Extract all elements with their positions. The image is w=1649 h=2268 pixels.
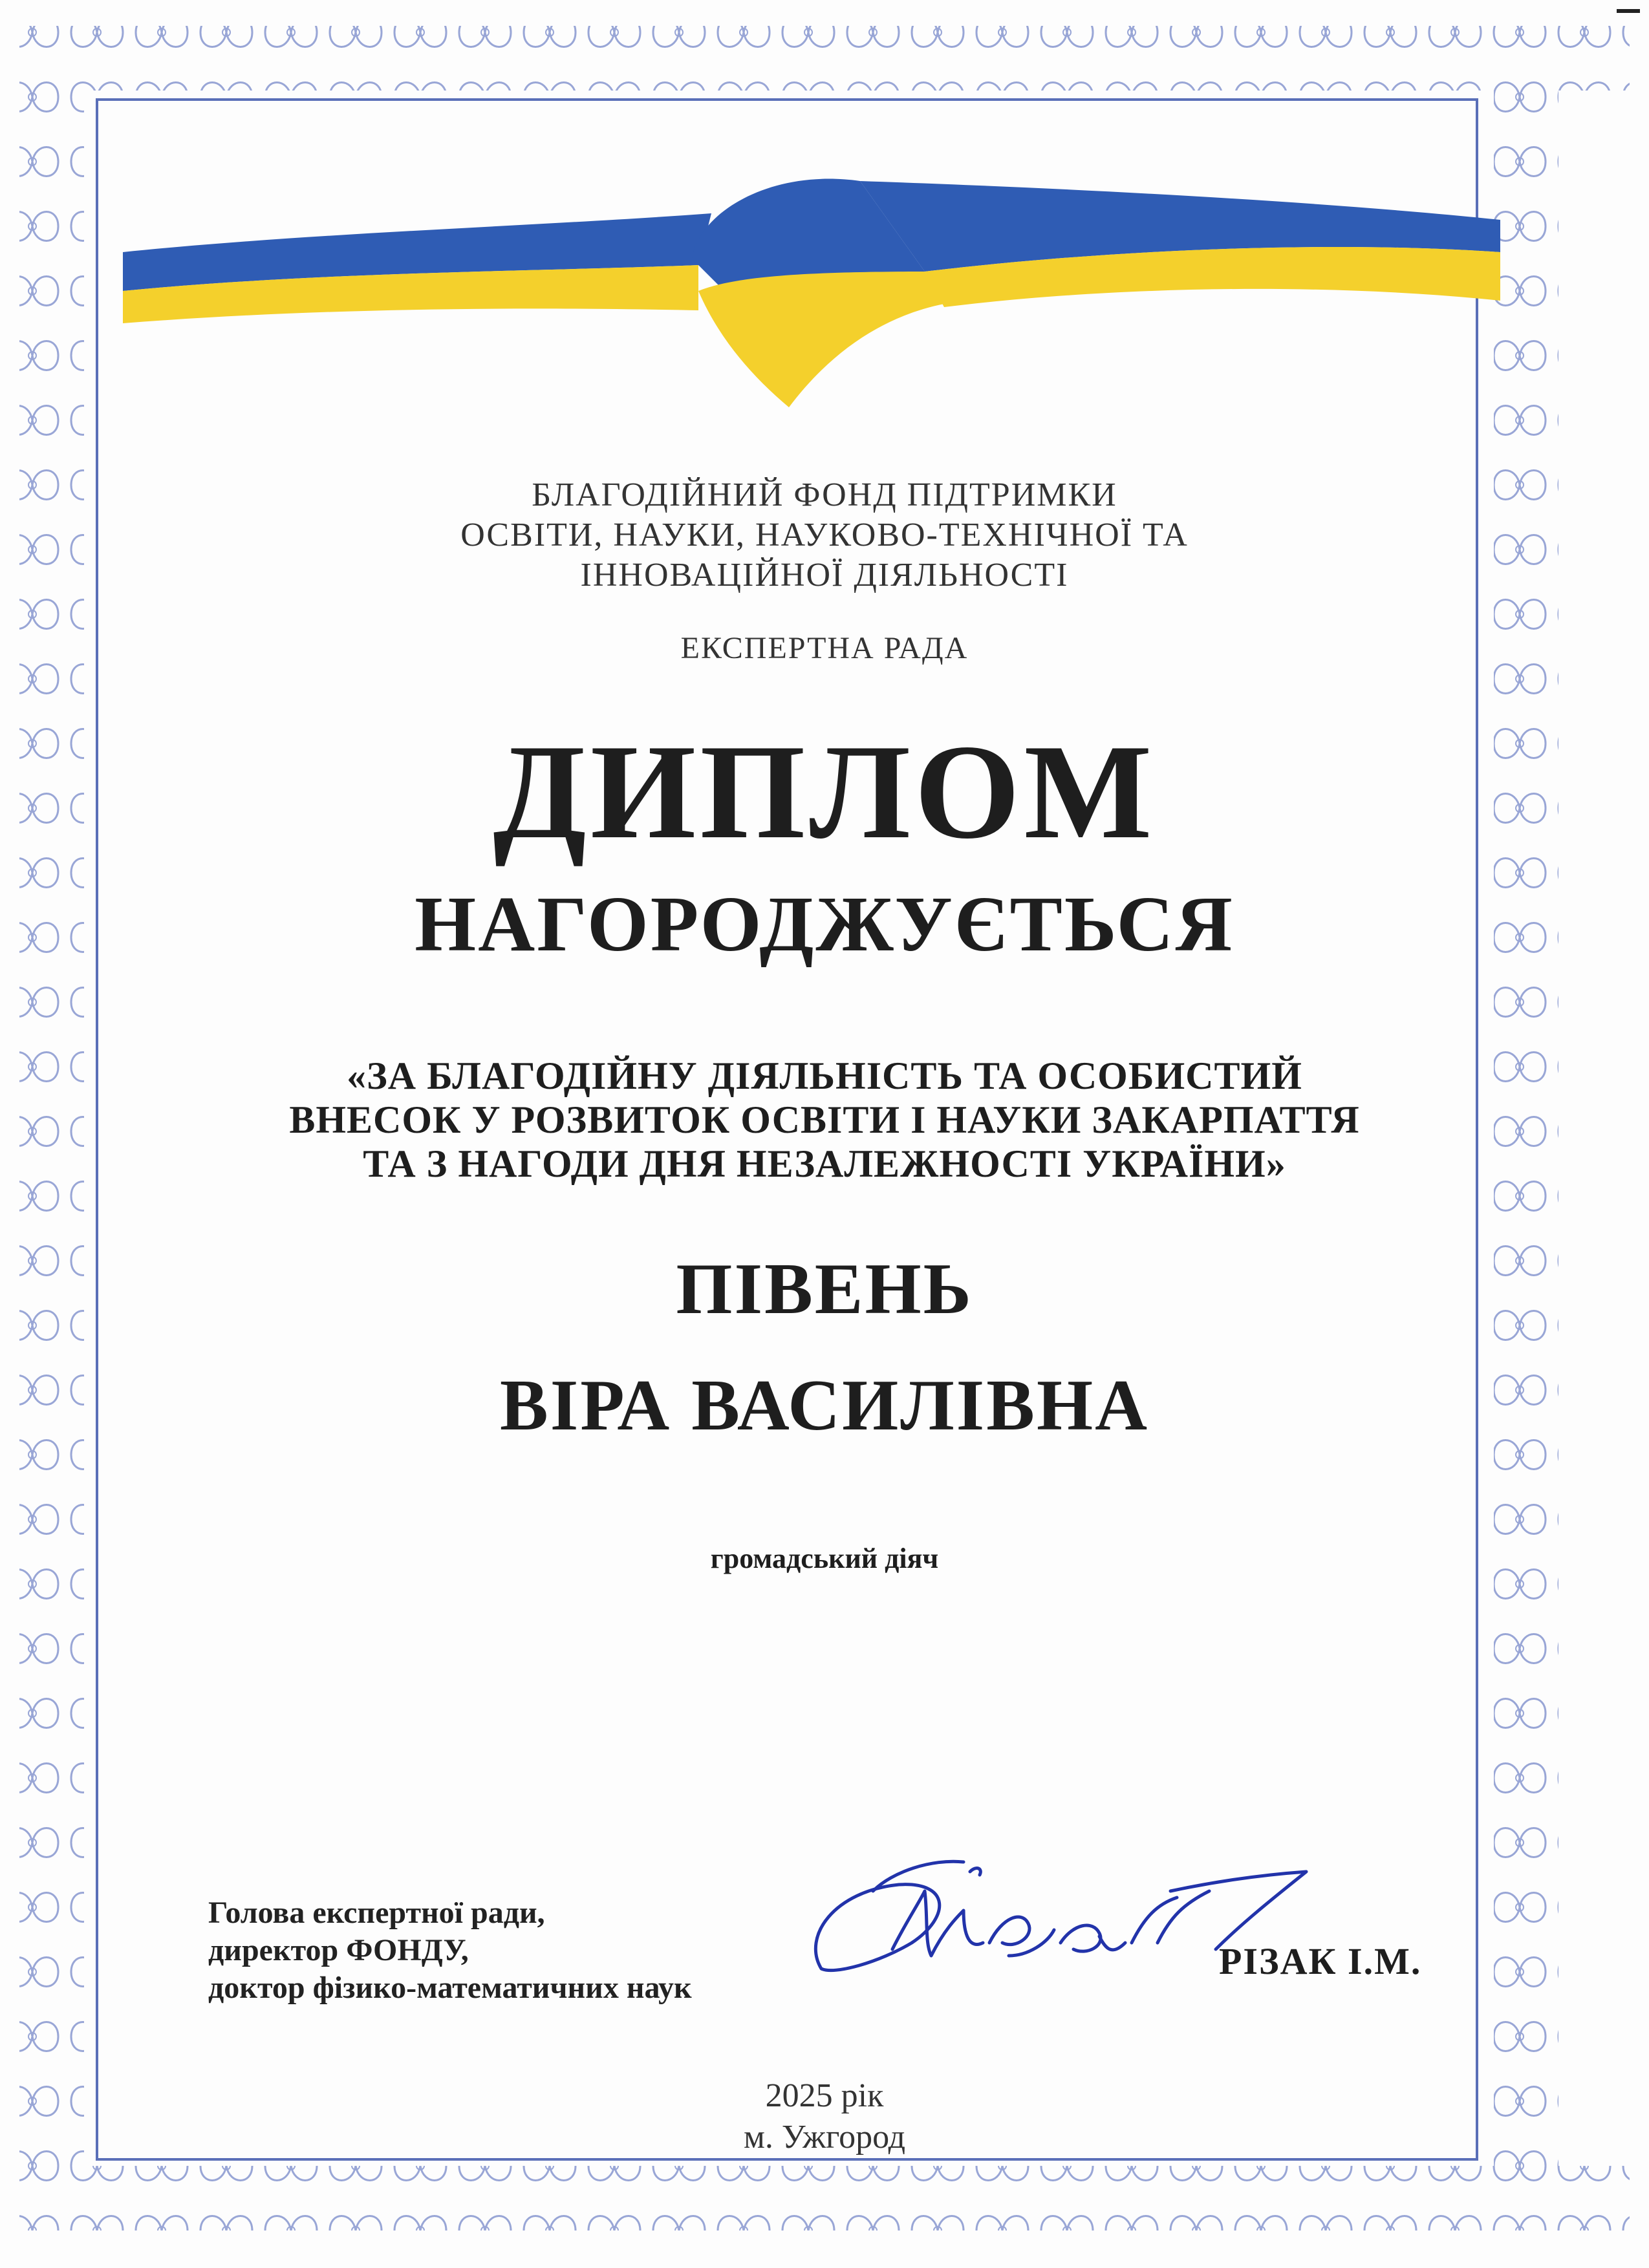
issue-year: 2025 рік (765, 2077, 884, 2114)
signatory-title-line: директор ФОНДУ, (208, 1933, 469, 1967)
organization-name (0, 475, 1649, 595)
recipient-surname: ПІВЕНЬ (676, 1249, 973, 1329)
issue-city: м. Ужгород (743, 2119, 906, 2156)
award-reason (0, 1054, 1649, 1186)
issue-info (0, 2075, 1649, 2158)
signatory-title-line: Голова експертної ради, (208, 1896, 545, 1930)
signatory-title-line: доктор фізико-математичних наук (208, 1971, 692, 2005)
ukrainian-flag-ribbon (116, 162, 1507, 420)
organization-line: БЛАГОДІЙНИЙ ФОНД ПІДТРИМКИ (532, 476, 1117, 513)
council-name: ЕКСПЕРТНА РАДА (680, 631, 969, 665)
organization-line: ІННОВАЦІЙНОЇ ДІЯЛЬНОСТІ (580, 557, 1069, 594)
recipient-role: громадський діяч (710, 1543, 939, 1574)
organization-line: ОСВІТИ, НАУКИ, НАУКОВО-ТЕХНІЧНОЇ ТА (460, 517, 1189, 553)
awarded-heading: НАГОРОДЖУЄТЬСЯ (415, 881, 1234, 968)
diploma-title: ДИПЛОМ (493, 717, 1156, 867)
signatory-name: РІЗАК І.М. (1219, 1940, 1422, 1982)
scan-corner-mark (1617, 9, 1640, 13)
award-reason-line: «ЗА БЛАГОДІЙНУ ДІЯЛЬНІСТЬ ТА ОСОБИСТИЙ (347, 1054, 1302, 1097)
ribbon-fold-yellow (698, 272, 944, 407)
award-reason-line: ВНЕСОК У РОЗВИТОК ОСВІТИ І НАУКИ ЗАКАРПАТТЯ (289, 1098, 1360, 1141)
award-reason-line: ТА З НАГОДИ ДНЯ НЕЗАЛЕЖНОСТІ УКРАЇНИ» (363, 1142, 1286, 1185)
signatory-title (208, 1894, 692, 2007)
recipient-given-names: ВІРА ВАСИЛІВНА (500, 1365, 1149, 1446)
